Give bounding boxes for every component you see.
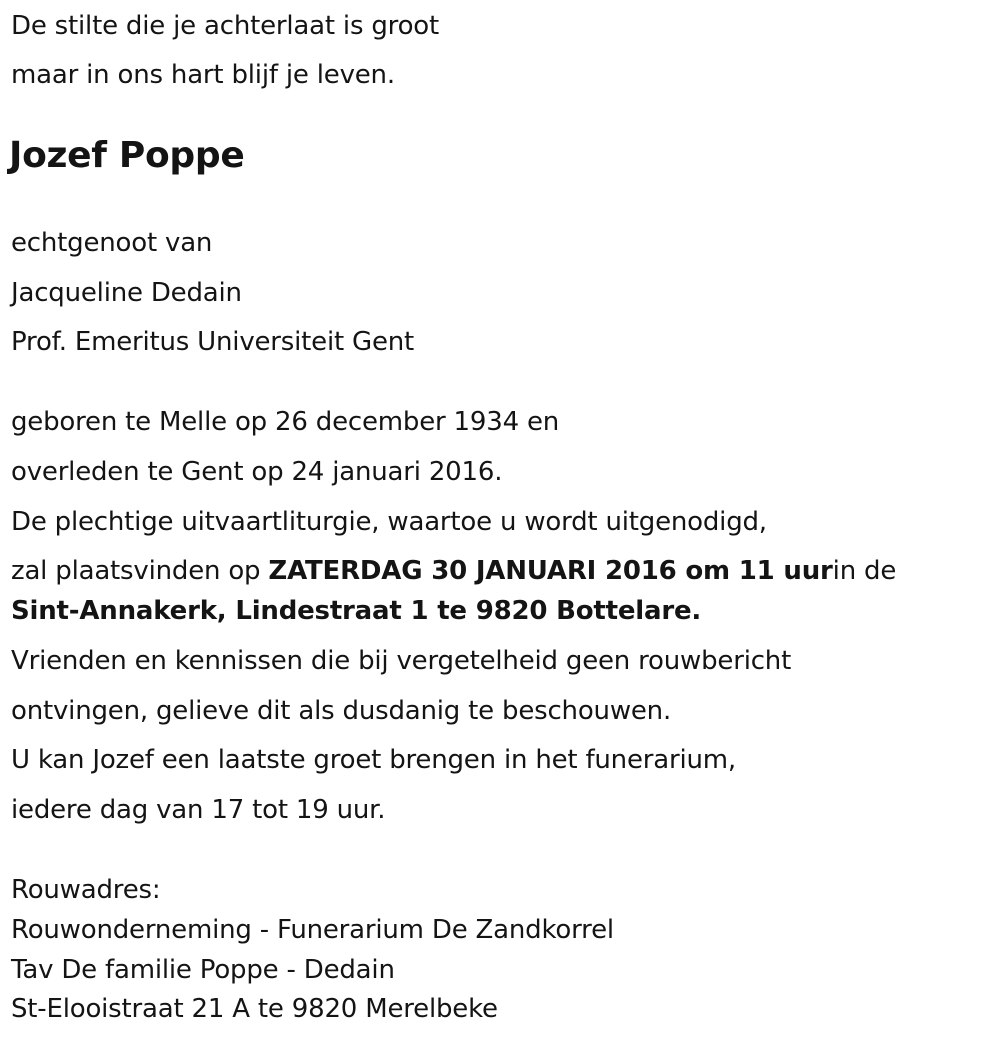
notice-line-3: U kan Jozef een laatste groet brengen in het funerarium, (11, 745, 736, 775)
funeral-location: Sint-Annakerk, Lindestraat 1 te 9820 Bottelare. (11, 596, 702, 626)
death-line: overleden te Gent op 24 januari 2016. (11, 457, 503, 487)
poem-line-1: De stilte die je achterlaat is groot (11, 11, 439, 41)
address-line-2: Tav De familie Poppe - Dedain (11, 955, 395, 985)
funeral-date-time: ZATERDAG 30 JANUARI 2016 om 11 uur (268, 556, 833, 586)
funeral-when-prefix: zal plaatsvinden op (11, 556, 269, 586)
spouse-name: Jacqueline Dedain (11, 278, 242, 308)
birth-line: geboren te Melle op 26 december 1934 en (11, 407, 560, 437)
notice-line-1: Vrienden en kennissen die bij vergetelheid geen rouwbericht (11, 646, 792, 676)
professional-title: Prof. Emeritus Universiteit Gent (11, 327, 415, 357)
notice-line-4: iedere dag van 17 tot 19 uur. (11, 795, 386, 825)
funeral-when-suffix: in de (832, 556, 897, 586)
notice-line-2: ontvingen, gelieve dit als dusdanig te beschouwen. (11, 696, 672, 726)
poem-line-2: maar in ons hart blijf je leven. (11, 60, 395, 90)
spouse-prefix: echtgenoot van (11, 228, 213, 258)
address-line-3: St-Elooistraat 21 A te 9820 Merelbeke (11, 994, 498, 1024)
funeral-invite: De plechtige uitvaartliturgie, waartoe u wordt uitgenodigd, (11, 507, 767, 537)
address-line-1: Rouwonderneming - Funerarium De Zandkorrel (11, 915, 614, 945)
deceased-name: Jozef Poppe (9, 135, 245, 176)
address-heading: Rouwadres: (11, 875, 161, 905)
funeral-when (11, 558, 896, 584)
